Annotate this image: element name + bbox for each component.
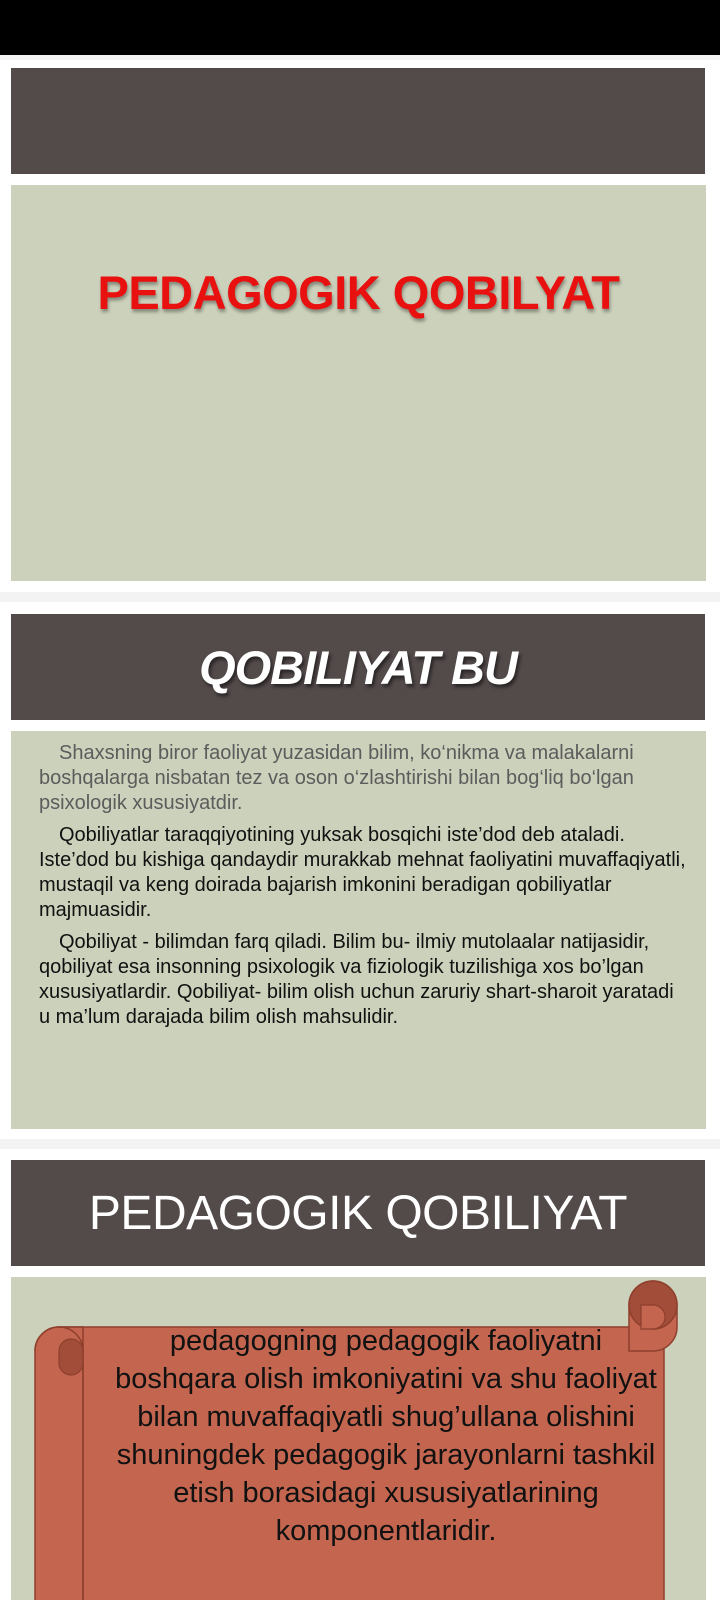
slide-1-title: PEDAGOGIK QOBILYAT	[97, 266, 620, 319]
slide-3-body	[11, 1277, 706, 1600]
slide-1-header	[11, 68, 705, 174]
slide-2-body	[11, 731, 706, 1129]
slide-2[interactable]	[0, 602, 720, 1139]
scroll-left-roll	[59, 1339, 83, 1375]
slide-3-header	[11, 1160, 705, 1266]
slide-2-paragraph-1: Shaxsning biror faoliyat yuzasidan bilim, ko‘nikma va malakalarni boshqalarga nisbatan tez va oson o‘zlashtirishi bilan bog‘liq bo‘lgan psixologik xususiyatdir.	[39, 742, 634, 814]
slide-2-title: QOBILIYAT BU	[199, 640, 517, 694]
slide-3-title: PEDAGOGIK QOBILIYAT	[88, 1186, 628, 1240]
slide-3[interactable]	[0, 1149, 720, 1600]
slide-2-header	[11, 614, 705, 720]
slide-1[interactable]	[0, 60, 720, 592]
slide-2-paragraph-3: Qobiliyat - bilimdan farq qiladi. Bilim bu- ilmiy mutolaalar natijasidir, qobiliyat esa insonning psixologik va fiziologik tuzilishiga xos bo’lgan xususiyatlardir. Qobiliyat- bilim olish uchun zaruriy shart-sharoit yaratadi u ma’lum darajada bilim olish mahsulidir.	[39, 931, 674, 1028]
slide-2-paragraph-2: Qobiliyatlar taraqqiyotining yuksak bosqichi iste’dod deb ataladi. Iste’dod bu kishiga qandaydir murakkab mehnat faoliyatini muvaffaqiyatli, mustaqil va keng doirada bajarish imkonini beradigan qobiliyatlar majmuasidir.	[39, 824, 686, 921]
slide-1-body	[11, 185, 706, 581]
status-bar	[0, 0, 720, 55]
slide-2-text-block	[39, 741, 689, 1030]
scroll-text: pedagogning pedagogik faoliyatni boshqara olish imkoniyatini va shu faoliyat bilan muvaffaqiyatli shug’ullana olishini shuningdek pedagogik jarayonlarni tashkil etish borasidagi xususiyatlarining komponentlaridir.	[115, 1325, 657, 1547]
